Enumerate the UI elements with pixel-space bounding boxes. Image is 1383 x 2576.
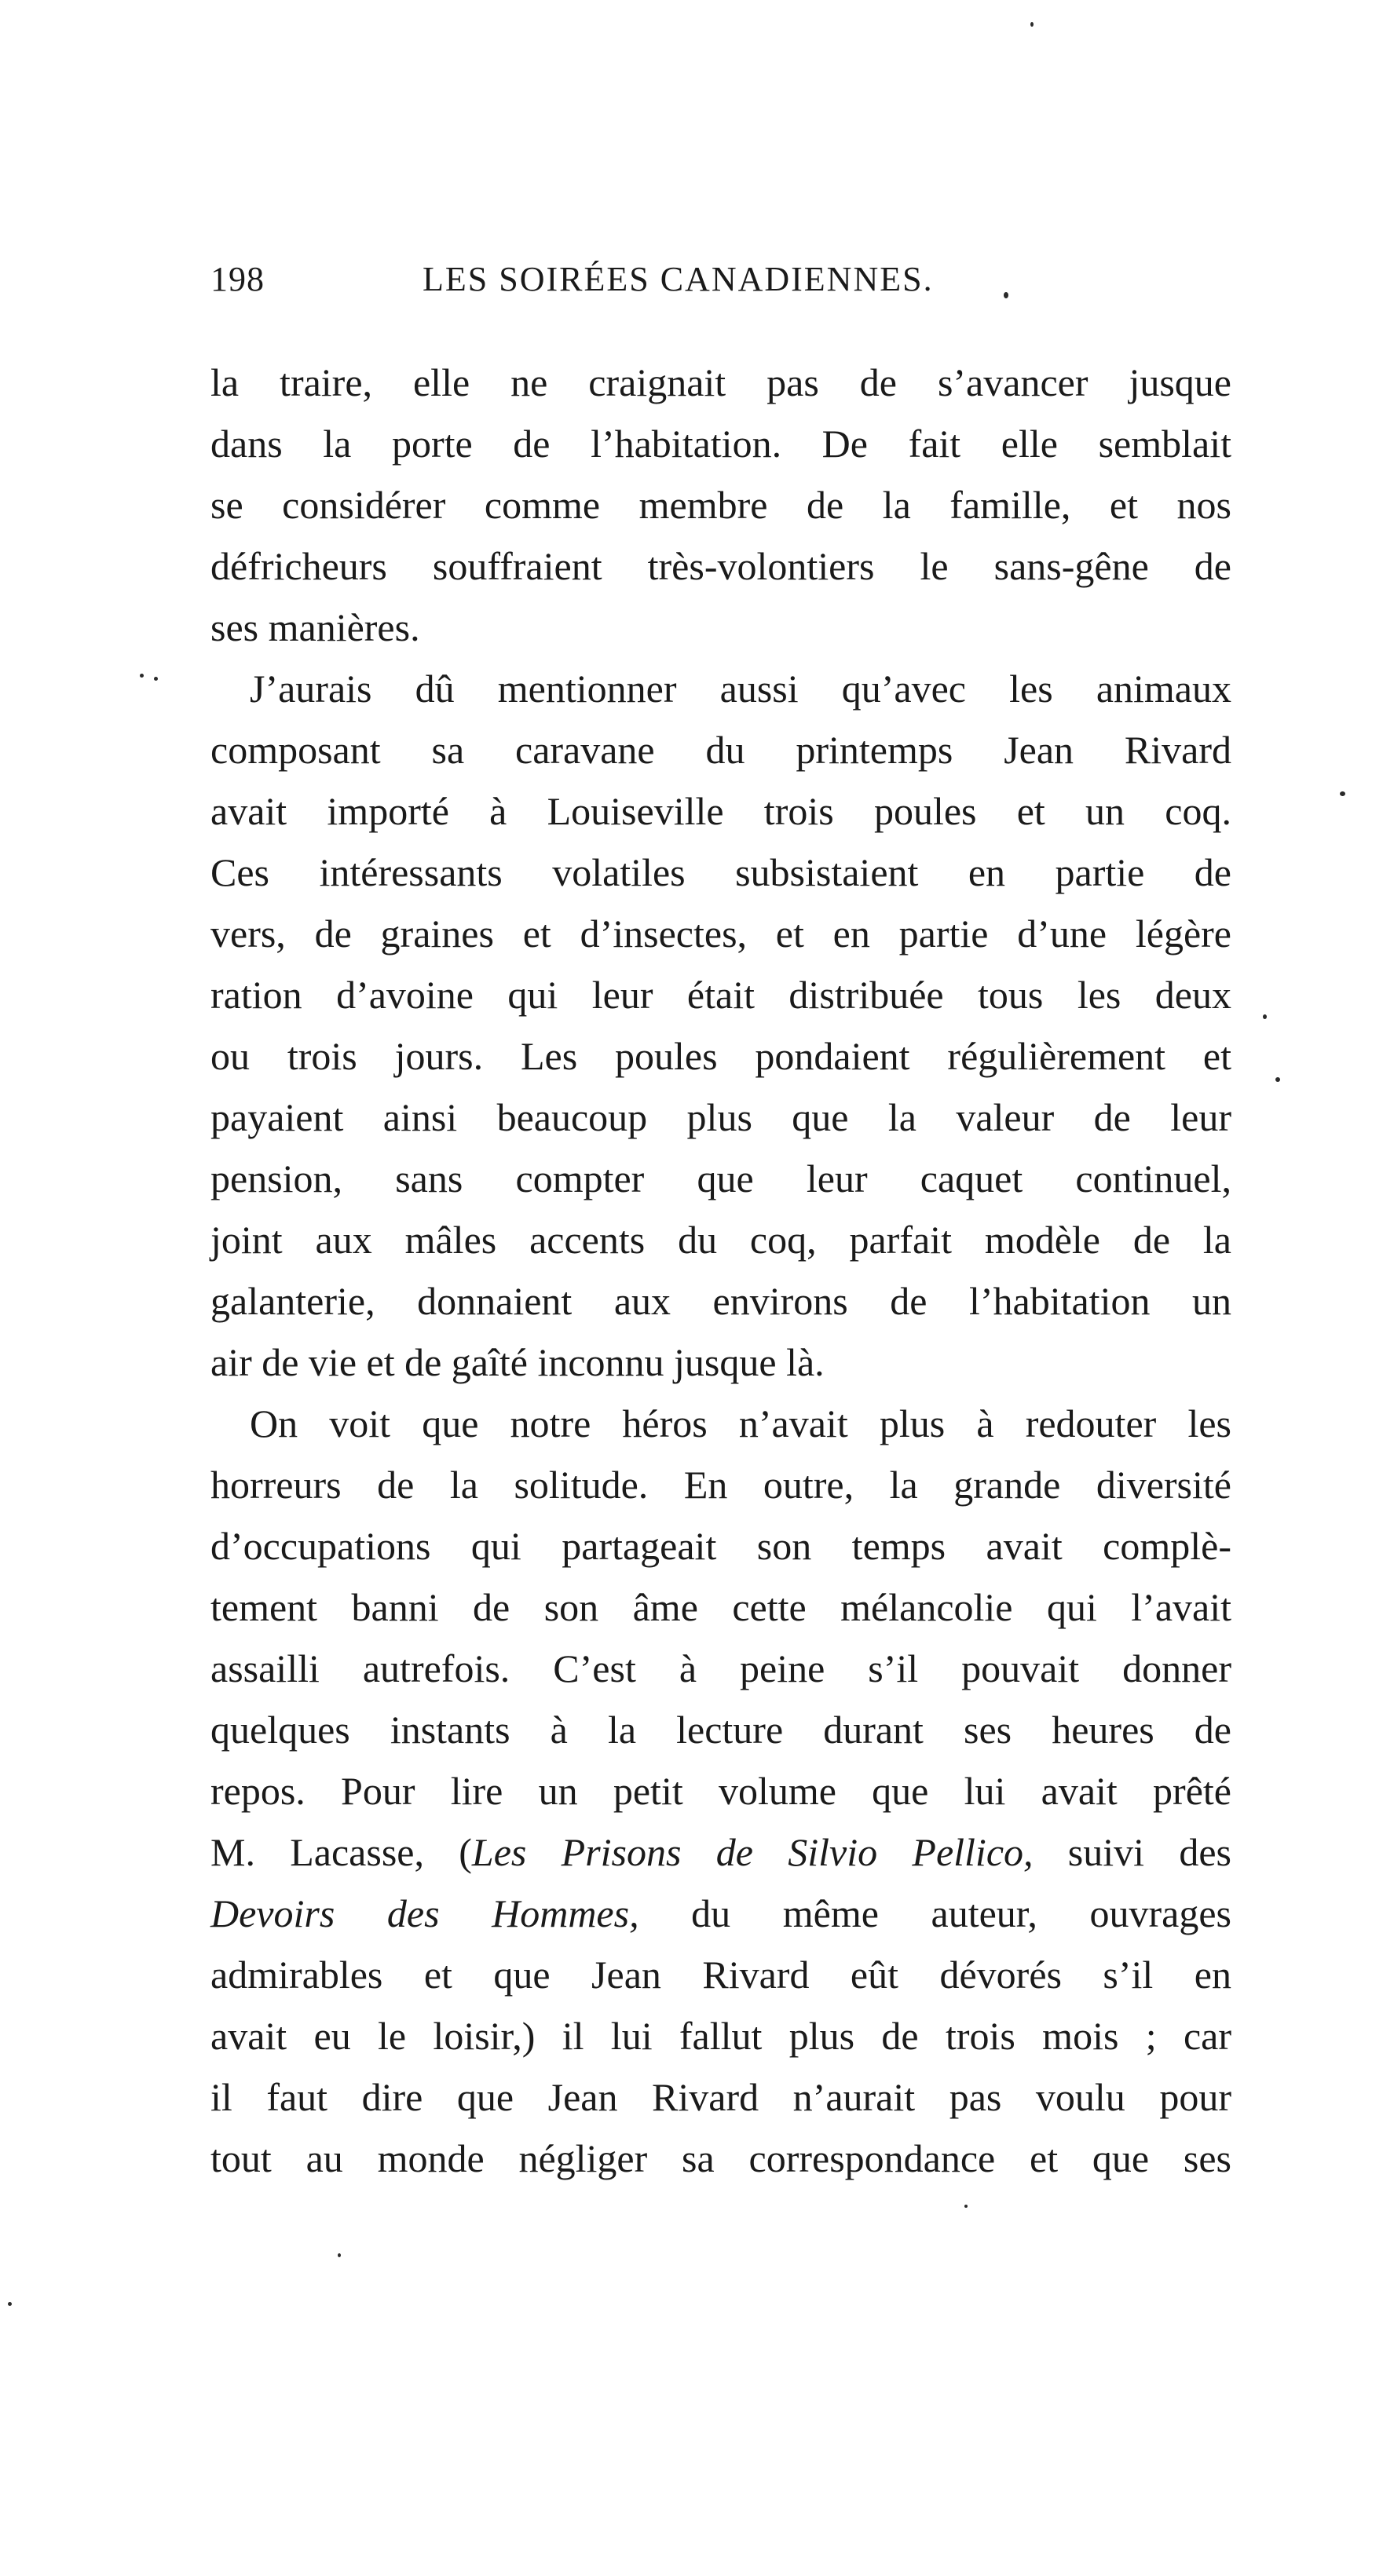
- text-line: horreurs de la solitude. En outre, la grande diversité: [210, 1463, 1231, 1507]
- text-line: vers, de graines et d’insectes, et en partie d’une légère: [210, 912, 1231, 955]
- text-line: pension, sans compter que leur caquet continuel,: [210, 1156, 1231, 1200]
- text-line: ration d’avoine qui leur était distribuée tous les deux: [210, 973, 1231, 1017]
- book-title: Devoirs des Hommes,: [210, 1891, 639, 1935]
- text-line: défricheurs souffraient très-volontiers le sans-gêne de: [210, 544, 1231, 588]
- text-line: quelques instants à la lecture durant ses heures de: [210, 1708, 1231, 1752]
- paragraph-start-line: On voit que notre héros n’avait plus à redouter les: [250, 1401, 1231, 1445]
- ink-speck: [964, 2205, 968, 2208]
- text-line: air de vie et de gaîté inconnu jusque là.: [210, 1340, 825, 1384]
- text-line-with-title: [210, 1883, 1231, 1944]
- text-line: joint aux mâles accents du coq, parfait modèle de la: [210, 1218, 1231, 1262]
- page-number: 198: [210, 260, 265, 298]
- text-line-with-title: [210, 1821, 1231, 1883]
- text-line: avait eu le loisir,) il lui fallut plus de trois mois ; car: [210, 2014, 1231, 2058]
- ink-speck: [1340, 791, 1345, 796]
- ink-speck: [338, 2253, 341, 2257]
- text-line: d’occupations qui partageait son temps avait complè-: [210, 1524, 1231, 1568]
- book-title: Les Prisons de Silvio Pellico,: [471, 1830, 1034, 1874]
- ink-speck: [154, 677, 158, 681]
- text-segment: du même auteur, ouvrages: [638, 1891, 1231, 1935]
- ink-speck: [140, 674, 144, 678]
- text-line: ses manières.: [210, 605, 420, 649]
- running-title: LES SOIRÉES CANADIENNES.: [423, 260, 934, 298]
- text-line: il faut dire que Jean Rivard n’aurait pas voulu pour: [210, 2075, 1231, 2119]
- text-line: dans la porte de l’habitation. De fait elle semblait: [210, 422, 1231, 466]
- body-text: [210, 352, 1231, 2189]
- running-head: [210, 259, 1224, 306]
- ink-speck: [1030, 22, 1034, 27]
- text-line: assailli autrefois. C’est à peine s’il pouvait donner: [210, 1646, 1231, 1690]
- ink-speck: [1263, 1014, 1267, 1019]
- text-line: Ces intéressants volatiles subsistaient en partie de: [210, 850, 1231, 894]
- text-line: composant sa caravane du printemps Jean Rivard: [210, 728, 1231, 772]
- text-line: la traire, elle ne craignait pas de s’avancer jusque: [210, 360, 1231, 404]
- text-line: admirables et que Jean Rivard eût dévorés s’il en: [210, 1953, 1231, 1997]
- text-line: payaient ainsi beaucoup plus que la valeur de leur: [210, 1095, 1231, 1139]
- text-line: tement banni de son âme cette mélancolie qui l’avait: [210, 1585, 1231, 1629]
- text-line: ou trois jours. Les poules pondaient régulièrement et: [210, 1034, 1231, 1078]
- text-line: tout au monde négliger sa correspondance et que ses: [210, 2136, 1231, 2180]
- text-line: se considérer comme membre de la famille, et nos: [210, 483, 1231, 527]
- paragraph-start-line: J’aurais dû mentionner aussi qu’avec les animaux: [250, 667, 1231, 711]
- text-line: galanterie, donnaient aux environs de l’habitation un: [210, 1279, 1231, 1323]
- text-segment: M. Lacasse, (: [210, 1830, 472, 1874]
- text-line: repos. Pour lire un petit volume que lui avait prêté: [210, 1769, 1231, 1813]
- text-line: avait importé à Louiseville trois poules et un coq.: [210, 789, 1231, 833]
- ink-speck: [1275, 1077, 1280, 1082]
- ink-speck: [8, 2302, 12, 2306]
- text-segment: suivi des: [1033, 1830, 1231, 1874]
